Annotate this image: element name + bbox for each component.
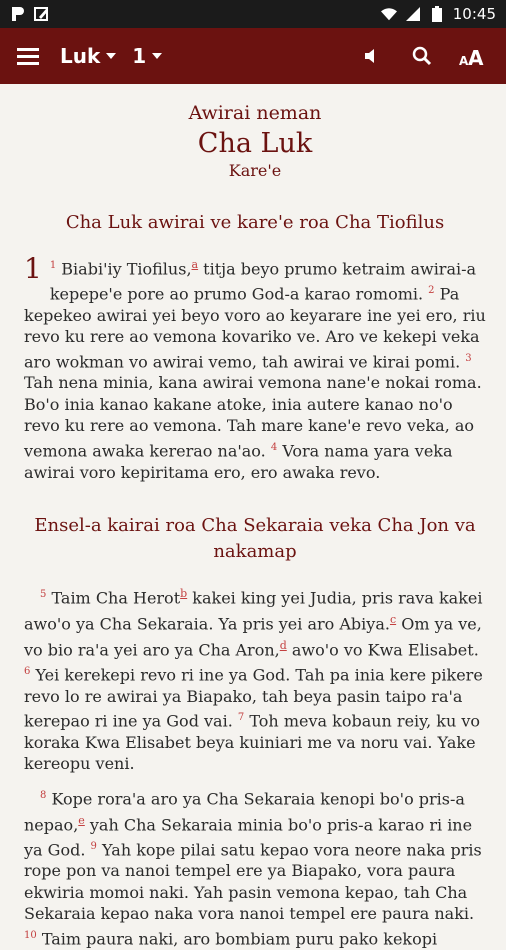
verse-text: Taim Cha Herot bbox=[51, 588, 181, 608]
verse-text: kakei king yei Judia, pris rava kakei awo'o ya Cha Sekaraia. Ya pris yei aro Abiya. bbox=[24, 588, 483, 634]
edit-notification-icon bbox=[34, 6, 50, 22]
svg-text:A: A bbox=[468, 46, 484, 67]
book-subtitle-2: Kare'e bbox=[228, 161, 282, 180]
menu-icon[interactable] bbox=[14, 42, 42, 70]
footnote-marker[interactable]: e bbox=[78, 813, 85, 827]
book-header bbox=[24, 102, 486, 180]
paragraph bbox=[24, 254, 486, 483]
footnote-marker[interactable]: a bbox=[191, 258, 199, 271]
book-selector[interactable] bbox=[60, 44, 116, 68]
font-size-icon bbox=[459, 45, 485, 67]
verse-text: awo'o vo Kwa Elisabet. bbox=[286, 640, 479, 660]
search-icon bbox=[412, 46, 432, 66]
search-button[interactable] bbox=[402, 36, 442, 76]
verse-text: Biabi'iy Tiofilus, bbox=[61, 259, 192, 279]
verse-number: 8 bbox=[40, 789, 47, 801]
status-time: 10:45 bbox=[452, 5, 496, 23]
signal-icon bbox=[405, 6, 421, 22]
chapter-name: 1 bbox=[132, 44, 147, 68]
verse-number: 7 bbox=[237, 712, 245, 724]
paragraph bbox=[24, 785, 486, 950]
verse-text: Tah nena minia, kana awirai vemona nane'e nokai roma. Bo'o inia kanao kakane atoke, inia autere kanao no'o revo ku rere ao vemona. Tah mare kane'e revo veka, ao vemona awaka kererao na'ao. bbox=[24, 373, 482, 461]
section-heading: Cha Luk awirai ve kare'e roa Cha Tiofilus bbox=[65, 212, 445, 233]
footnote-marker[interactable]: b bbox=[180, 587, 188, 601]
app-bar bbox=[0, 28, 506, 84]
verse-number: 3 bbox=[465, 352, 472, 364]
verse-text: Yah kope pilai satu kepao vora neore naka pris rope pon va nanoi tempel ere ya Biapako, vora paura ekwiria momoi naki. Yah pasin vemona kepao, tah Cha Sekaraia kepao naka vora nanoi tempel ere paura naki. bbox=[24, 839, 482, 924]
svg-text:A: A bbox=[459, 54, 469, 67]
audio-button[interactable] bbox=[352, 36, 392, 76]
verse-text: Om ya ve, vo bio ra'a yei aro ya Cha Aron, bbox=[24, 614, 482, 660]
verse-number: 9 bbox=[90, 840, 97, 852]
text-size-button[interactable] bbox=[452, 36, 492, 76]
verse-text: Taim paura naki, aro bombiam puru pako kekopi bbox=[41, 929, 438, 949]
verse-text: Pa kepekeo awirai yei beyo voro ao keyarare ine yei ero, riu revo ku rere ao vemona kovariko ve. Aro ve kekepi veka aro wokman vo awirai vemo, tah awirai ve kirai pomi. bbox=[24, 284, 486, 371]
verse-text: Vora nama yara veka awirai voro kepiritama ero, ero awaka revo. bbox=[24, 441, 453, 482]
verse-text: titja beyo prumo ketraim awirai-a kepepe'e pore ao prumo God-a karao romomi. bbox=[49, 259, 477, 304]
battery-icon bbox=[429, 6, 445, 22]
chevron-down-icon bbox=[152, 53, 162, 59]
book-subtitle-1: Awirai neman bbox=[188, 102, 322, 124]
verse-number: 10 bbox=[24, 929, 37, 941]
verse-text: Yei kerekepi revo ri ine ya God. Tah pa inia kere pikere revo lo re awirai ya Biapako, tah beya pasin taipo ra'a kerepao ri ine ya God vai. bbox=[24, 665, 483, 731]
verse-text: Toh meva kobaun reiy, ku vo koraka Kwa Elisabet beya kuiniari me va noru vai. Yake kereopu veni. bbox=[24, 711, 480, 774]
footnote-marker[interactable]: c bbox=[389, 613, 397, 627]
paragraph bbox=[24, 583, 486, 775]
chapter-number: 1 bbox=[24, 252, 42, 285]
book-title: Cha Luk bbox=[197, 128, 313, 159]
verse-text: Kope rora'a aro ya Cha Sekaraia kenopi bo'o pris-a nepao, bbox=[24, 789, 465, 835]
scripture-content[interactable] bbox=[0, 84, 506, 950]
footnote-marker[interactable]: d bbox=[279, 638, 287, 652]
verse-number: 2 bbox=[428, 284, 435, 296]
verse-number: 5 bbox=[40, 589, 47, 601]
section-heading: Ensel-a kairai roa Cha Sekaraia veka Cha Jon va nakamap bbox=[34, 515, 476, 563]
chapter-selector[interactable] bbox=[132, 44, 162, 68]
verse-text: yah Cha Sekaraia minia bo'o pris-a karao ri ine ya God. bbox=[24, 815, 473, 859]
speaker-icon bbox=[362, 46, 382, 66]
status-bar bbox=[0, 0, 506, 28]
app-notification-icon bbox=[10, 6, 26, 22]
verse-number: 4 bbox=[270, 441, 278, 453]
wifi-icon bbox=[381, 6, 397, 22]
verse-number: 6 bbox=[24, 665, 31, 677]
chevron-down-icon bbox=[106, 53, 116, 59]
verse-number: 1 bbox=[49, 260, 57, 271]
book-name: Luk bbox=[60, 44, 101, 68]
